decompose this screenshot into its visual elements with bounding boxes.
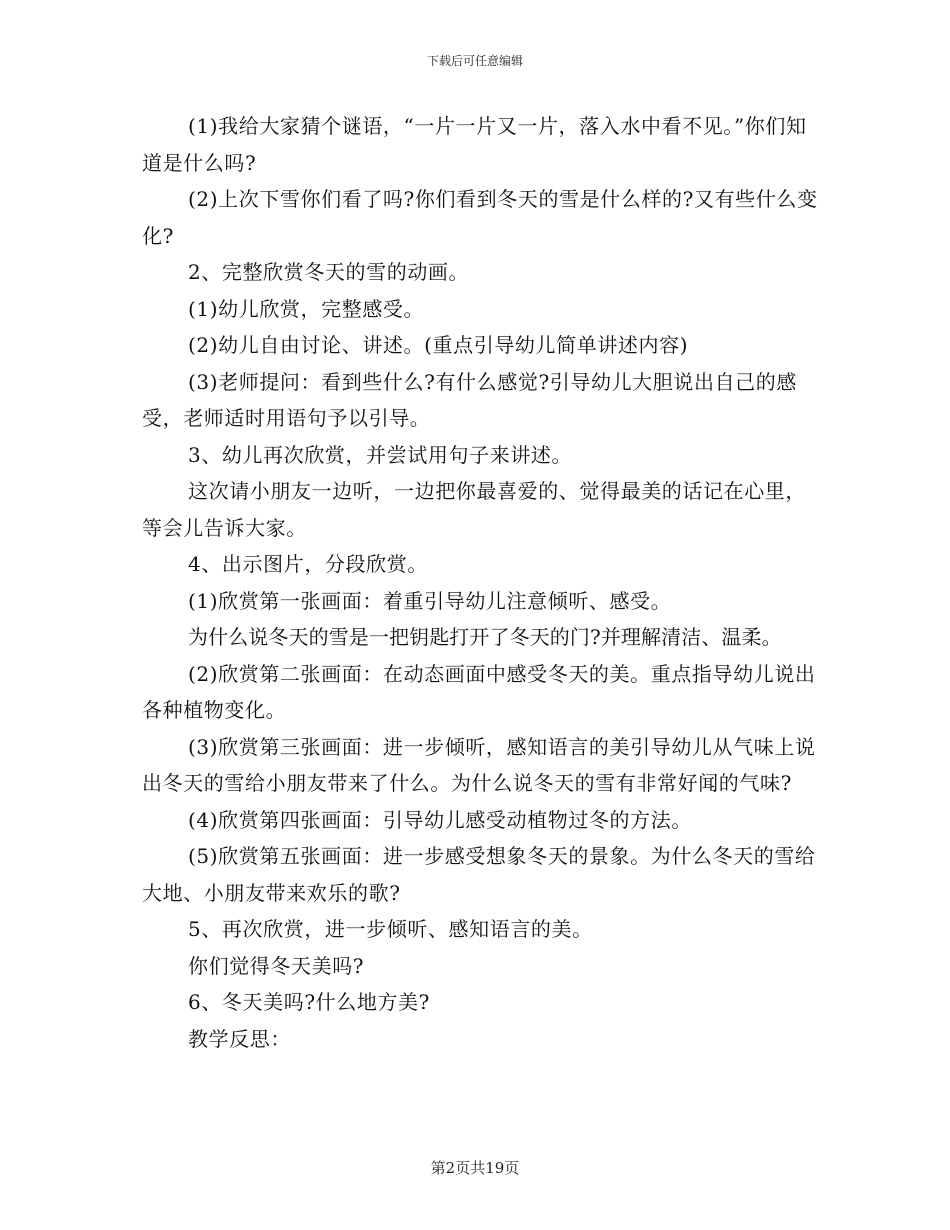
page-footer: 第2页共19页 xyxy=(430,1159,520,1177)
paragraph-step-6: 6、冬天美吗?什么地方美? xyxy=(188,990,430,1014)
paragraph-step-4-1: (1)欣赏第一张画面：着重引导幼儿注意倾听、感受。 xyxy=(188,588,672,613)
paragraph-step-4-3: (3)欣赏第三张画面：进一步倾听，感知语言的美引导幼儿从气味上说出冬天的雪给小朋友带来了什么。为什么说冬天的雪有非常好闻的气味? xyxy=(142,734,816,795)
paragraph-step-5-question: 你们觉得冬天美吗? xyxy=(188,953,365,978)
paragraph-step-2-3: (3)老师提问：看到些什么?有什么感觉?引导幼儿大胆说出自己的感受，老师适时用语句予以引导。 xyxy=(142,369,797,430)
paragraph-step-4: 4、出示图片，分段欣赏。 xyxy=(188,552,428,576)
paragraph-step-2: 2、完整欣赏冬天的雪的动画。 xyxy=(188,260,470,284)
document-body xyxy=(142,108,822,1057)
paragraph-step-2-1: (1)幼儿欣赏，完整感受。 xyxy=(188,296,425,321)
paragraph-step-4-5: (5)欣赏第五张画面：进一步感受想象冬天的景象。为什么冬天的雪给大地、小朋友带来欢乐的歌? xyxy=(142,844,816,905)
paragraph-step-4-2: (2)欣赏第二张画面：在动态画面中感受冬天的美。重点指导幼儿说出各种植物变化。 xyxy=(142,661,816,722)
paragraph-step-5: 5、再次欣赏，进一步倾听、感知语言的美。 xyxy=(188,917,593,941)
paragraph-step-3: 3、幼儿再次欣赏，并尝试用句子来讲述。 xyxy=(188,442,573,467)
paragraph-last-snow: (2)上次下雪你们看了吗?你们看到冬天的雪是什么样的?又有些什么变化? xyxy=(142,187,818,248)
paragraph-riddle: (1)我给大家猜个谜语，“一片一片又一片，落入水中看不见。”你们知道是什么吗? xyxy=(142,114,807,175)
paragraph-step-3-detail: 这次请小朋友一边听，一边把你最喜爱的、觉得最美的话记在心里，等会儿告诉大家。 xyxy=(142,479,806,540)
paragraph-step-4-1-question: 为什么说冬天的雪是一把钥匙打开了冬天的门?并理解清洁、温柔。 xyxy=(188,625,782,649)
page-header: 下载后可任意编辑 xyxy=(426,54,523,68)
paragraph-step-2-2: (2)幼儿自由讨论、讲述。(重点引导幼儿简单讲述内容) xyxy=(188,333,689,357)
paragraph-step-4-4: (4)欣赏第四张画面：引导幼儿感受动植物过冬的方法。 xyxy=(188,807,692,832)
paragraph-reflection-heading: 教学反思： xyxy=(188,1026,291,1051)
